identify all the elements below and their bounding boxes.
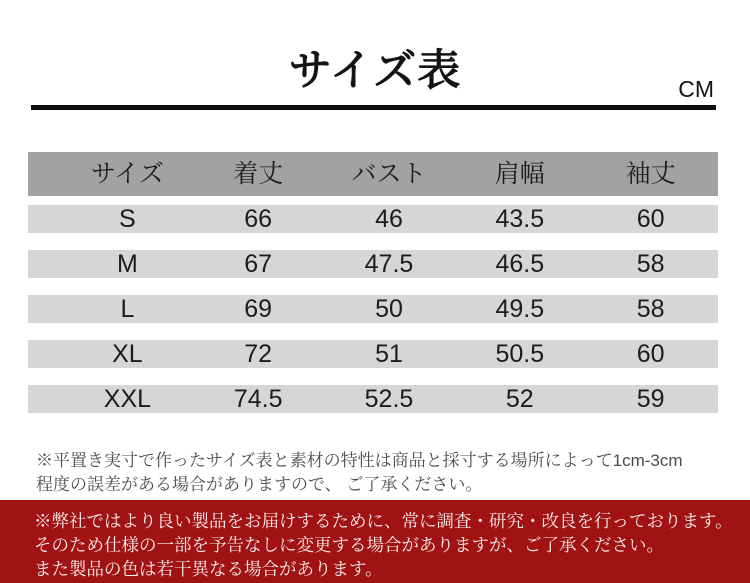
cell-size: XXL xyxy=(103,385,152,413)
cell-value: 66 xyxy=(244,205,273,233)
cell-value: 47.5 xyxy=(364,250,414,278)
cell-size: L xyxy=(120,295,135,323)
header-cell-shoulder: 肩幅 xyxy=(494,160,545,188)
cell-size: S xyxy=(119,205,136,233)
table-row xyxy=(28,205,718,233)
cell-value: 49.5 xyxy=(495,295,545,323)
cell-size: M xyxy=(116,250,138,278)
cell-value: 58 xyxy=(636,295,665,323)
cell-value: 60 xyxy=(636,340,665,368)
cell-value: 59 xyxy=(636,385,665,413)
disclaimer-banner xyxy=(0,500,750,583)
cell-value: 52 xyxy=(505,385,534,413)
cell-value: 52.5 xyxy=(364,385,414,413)
cell-size: XL xyxy=(112,340,143,368)
cell-value: 43.5 xyxy=(495,205,545,233)
cell-value: 72 xyxy=(244,340,273,368)
cell-value: 67 xyxy=(244,250,273,278)
table-header-row xyxy=(28,152,718,196)
disclaimer-line: また製品の色は若干異なる場合があります。 xyxy=(34,559,383,579)
page-title: サイズ表 xyxy=(288,47,462,95)
table-row xyxy=(28,250,718,278)
disclaimer-line: ※弊社ではより良い製品をお届けするために、常に調査・研究・改良を行っております。 xyxy=(34,511,733,531)
cell-value: 60 xyxy=(636,205,665,233)
cell-value: 69 xyxy=(244,295,273,323)
title-divider xyxy=(31,105,716,110)
cell-value: 46 xyxy=(375,205,403,233)
header-cell-length: 着丈 xyxy=(233,160,284,188)
table-row xyxy=(28,340,718,368)
cell-value: 58 xyxy=(636,250,665,278)
cell-value: 50 xyxy=(375,295,403,323)
unit-label: CM xyxy=(678,76,714,102)
cell-value: 74.5 xyxy=(233,385,283,413)
disclaimer-line: そのため仕様の一部を予告なしに変更する場合がありますが、ご了承ください。 xyxy=(34,535,664,555)
cell-value: 50.5 xyxy=(495,340,545,368)
header-cell-bust: バスト xyxy=(351,160,427,188)
cell-value: 51 xyxy=(375,340,403,368)
header-cell-size: サイズ xyxy=(90,160,164,188)
header-cell-sleeve: 袖丈 xyxy=(625,160,676,188)
table-row xyxy=(28,295,718,323)
measurement-note xyxy=(36,449,726,497)
measurement-note-line: 程度の誤差がある場合がありますので、 ご了承ください。 xyxy=(36,475,483,494)
cell-value: 46.5 xyxy=(495,250,545,278)
measurement-note-line: ※平置き実寸で作ったサイズ表と素材の特性は商品と採寸する場所によって1cm-3cm xyxy=(36,451,683,470)
table-row xyxy=(28,385,718,413)
size-table xyxy=(28,152,718,430)
